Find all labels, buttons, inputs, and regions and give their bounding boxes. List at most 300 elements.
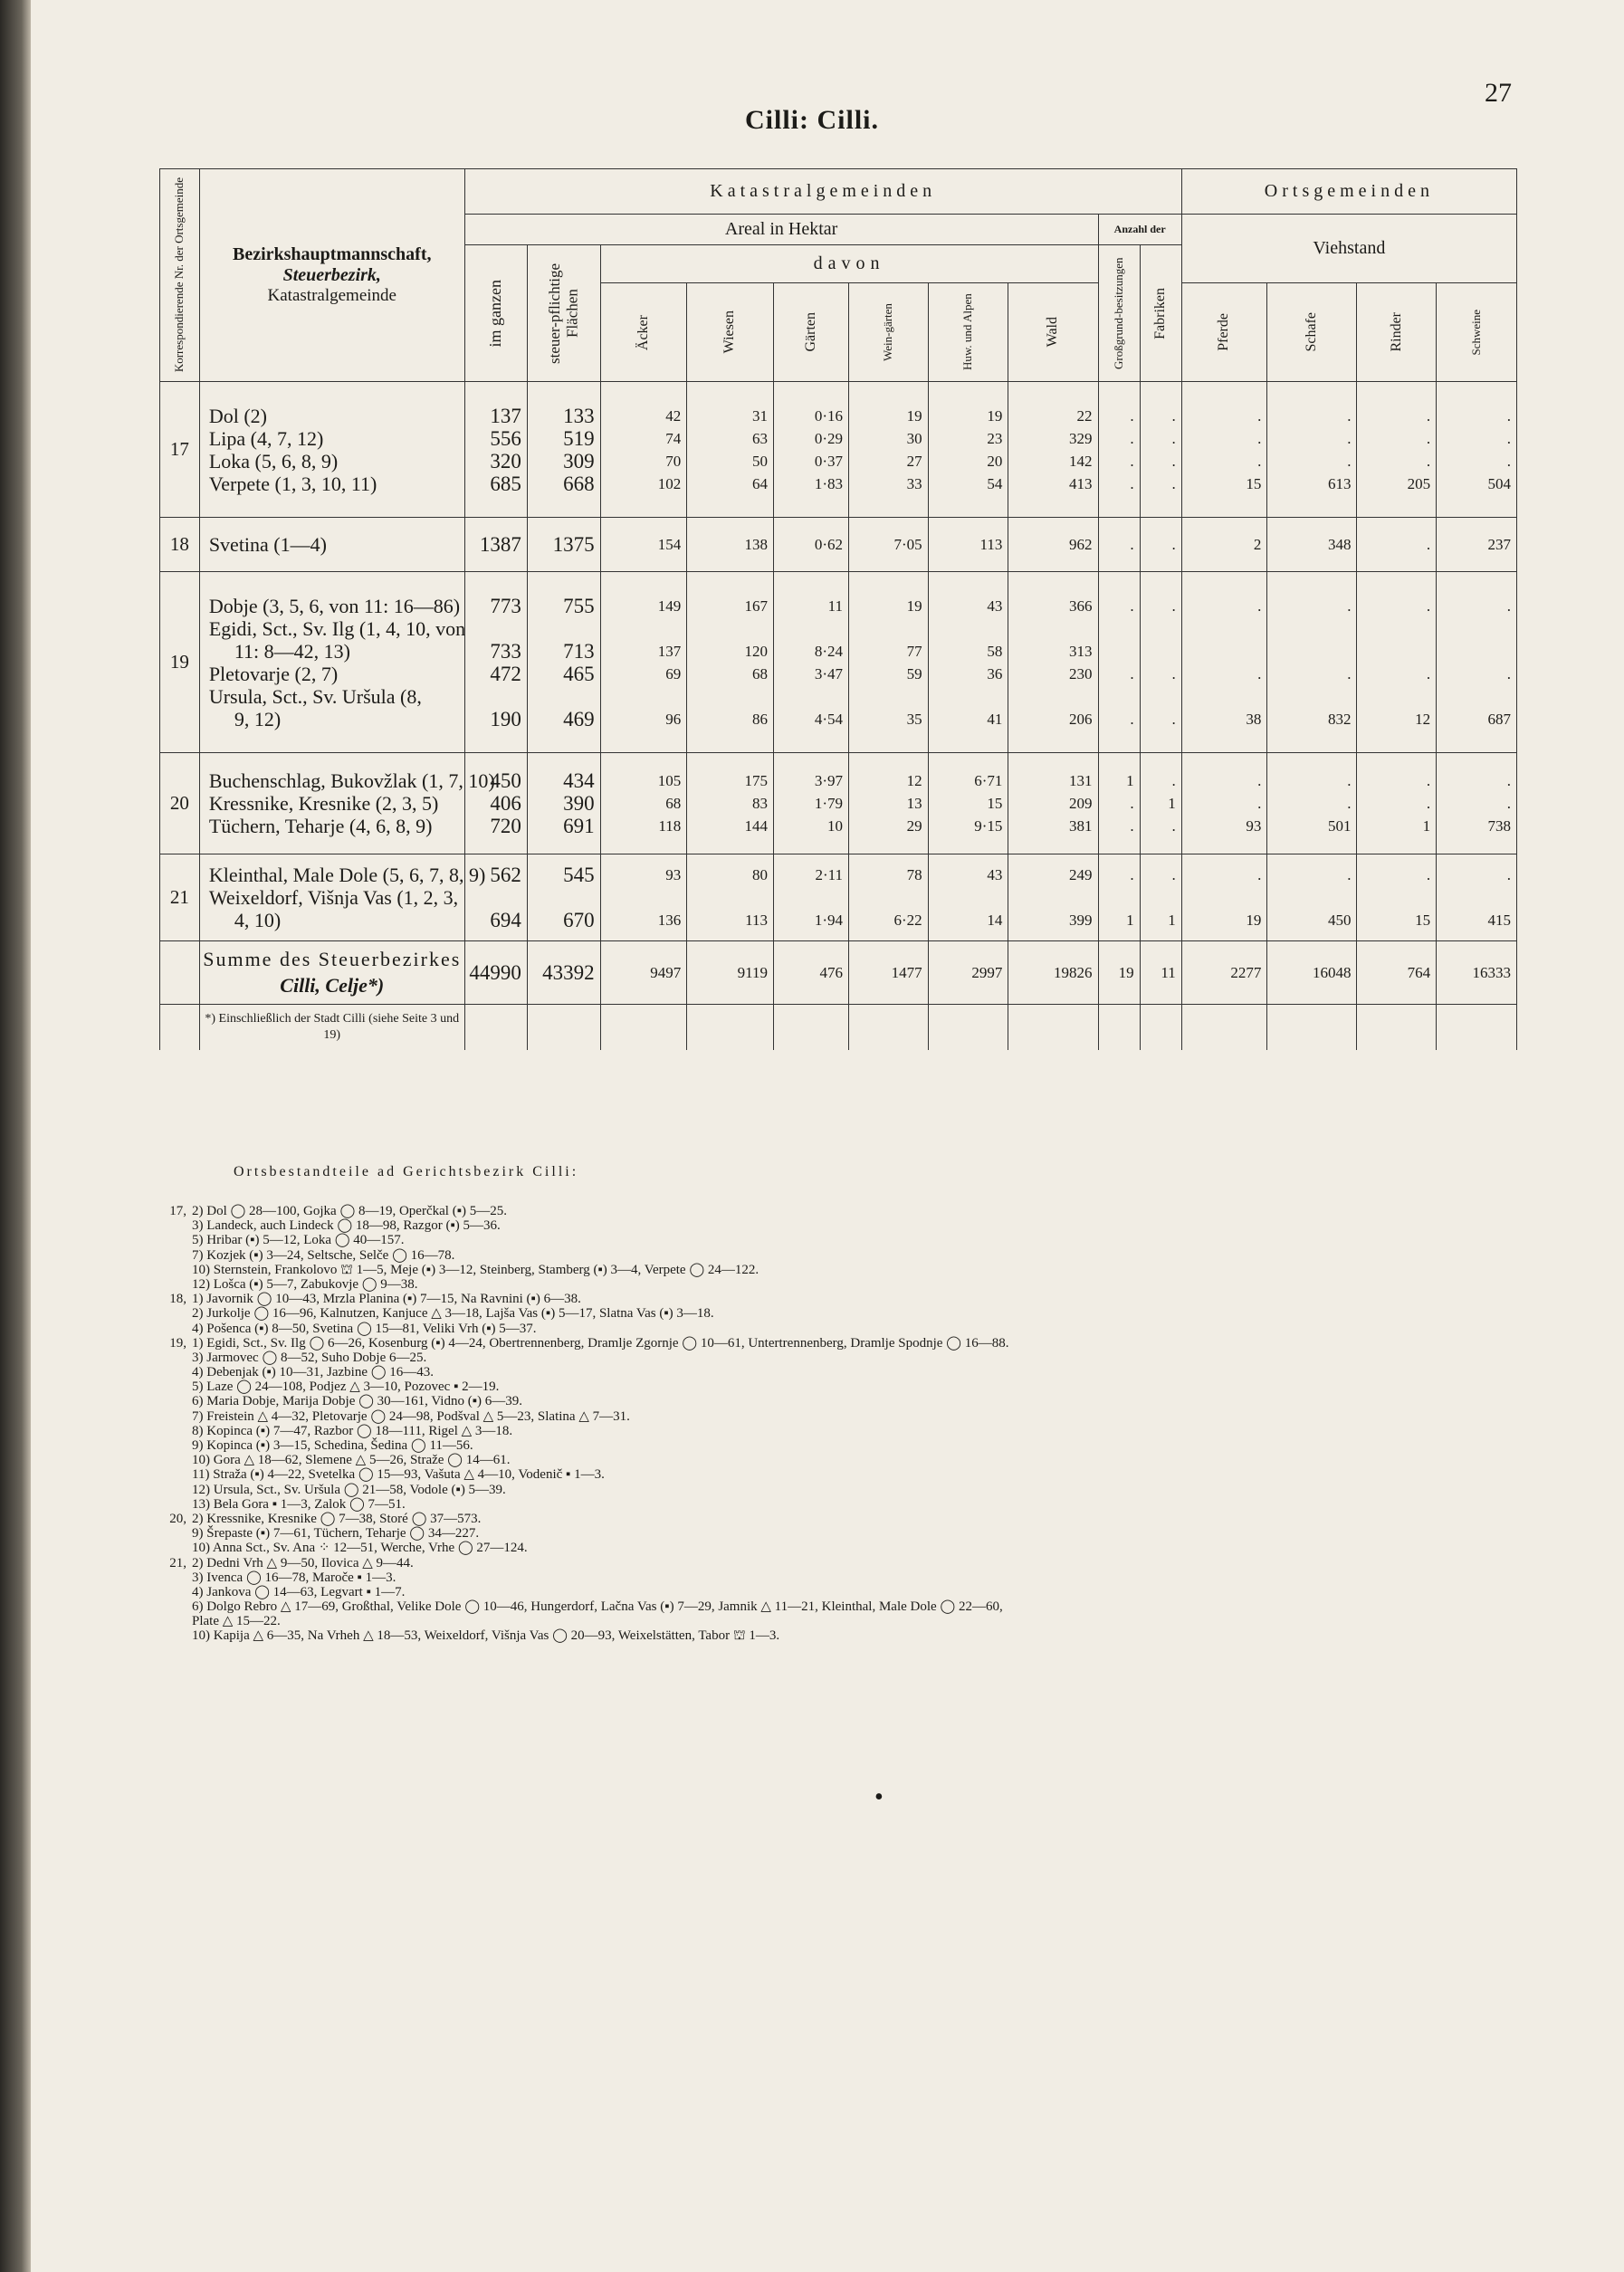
- value: [929, 886, 1003, 909]
- value: .: [1171, 772, 1176, 789]
- gemeinde-name: Egidi, Sct., Sv. Ilg (1, 4, 10, von: [208, 616, 466, 640]
- header-schafe: Schafe: [1267, 283, 1357, 382]
- value-cell: [1437, 382, 1517, 518]
- value: [1357, 886, 1430, 909]
- value: 1·79: [814, 795, 843, 812]
- value-cell: [1008, 518, 1098, 572]
- value: [774, 685, 843, 708]
- value-cell: [1008, 854, 1098, 941]
- header-huw-alpen: Huw. und Alpen: [928, 283, 1008, 382]
- summe-value: 2997: [928, 941, 1008, 1005]
- value: 133: [563, 404, 595, 427]
- summe-value: 1477: [848, 941, 928, 1005]
- value: [849, 886, 922, 909]
- value: .: [1347, 452, 1352, 470]
- value: [1182, 685, 1262, 708]
- value: 1375: [552, 533, 595, 556]
- value: [1099, 685, 1134, 708]
- ortsbestandteil-text: 3) Jarmovec ◯ 8—52, Suho Dobje 6—25.: [192, 1350, 427, 1365]
- ortsbestandteil-text: 10) Sternstein, Frankolovo ⛫ 1—5, Meje (▪) 3—12, Steinberg, Stamberg (▪) 3—4, Verpete ◯ 24—122.: [192, 1262, 759, 1277]
- value: 0·37: [814, 452, 843, 470]
- ortsbestandteil-line: [154, 1365, 1512, 1379]
- row-index: 19: [160, 572, 200, 753]
- value: .: [1506, 406, 1511, 425]
- value: 120: [744, 642, 768, 660]
- value: 142: [1069, 452, 1093, 470]
- summe-value: 9119: [687, 941, 774, 1005]
- value: [774, 886, 843, 909]
- value: .: [1426, 536, 1431, 553]
- value: 6·71: [974, 772, 1003, 789]
- statistics-table: [159, 168, 1517, 1050]
- value: 205: [1407, 474, 1431, 492]
- ortsbestandteil-text: 4) Jankova ◯ 14—63, Legvart ▪ 1—7.: [192, 1584, 406, 1599]
- value: .: [1130, 536, 1134, 553]
- value: [929, 617, 1003, 640]
- value: 41: [987, 710, 1003, 728]
- value: 96: [665, 710, 682, 728]
- value: 22: [1076, 406, 1093, 425]
- ortsbestandteil-line: [154, 1614, 1512, 1628]
- value: .: [1130, 817, 1134, 835]
- value: 249: [1069, 866, 1093, 883]
- value-cell: [464, 518, 527, 572]
- gemeinde-name: Ursula, Sct., Sv. Uršula (8,: [208, 684, 422, 708]
- value-cell: [1140, 572, 1181, 753]
- value: 694: [490, 909, 521, 931]
- value: 713: [563, 639, 595, 663]
- value: 149: [657, 597, 682, 615]
- value: 0·62: [814, 536, 843, 553]
- value: 12: [906, 772, 922, 789]
- value: 501: [1327, 817, 1352, 835]
- table-summe: [160, 941, 1517, 1005]
- value: 1: [1422, 817, 1431, 835]
- ortsbestandteil-line: [154, 1585, 1512, 1599]
- ortsbestandteil-line: [154, 1526, 1512, 1541]
- value-cell: [848, 382, 928, 518]
- value: [601, 617, 682, 640]
- value: 68: [751, 664, 768, 683]
- book-spine-shadow: [0, 0, 31, 2272]
- ortsbestandteil-line: [154, 1306, 1512, 1321]
- gemeinde-number: 18,: [169, 1292, 186, 1307]
- gemeinde-name: Kressnike, Kresnike (2, 3, 5): [208, 792, 439, 815]
- ortsbestandteil-line: [154, 1424, 1512, 1438]
- value-cell: [1008, 382, 1098, 518]
- value: [1099, 640, 1134, 663]
- ortsbestandteil-text: 5) Laze ◯ 24—108, Podjez △ 3—10, Pozovec ▪ 2—19.: [192, 1379, 500, 1395]
- table-row: [160, 572, 1517, 753]
- value-cell: [773, 854, 848, 941]
- value: 58: [987, 642, 1003, 660]
- ortsbestandteil-text: 10) Kapija △ 6—35, Na Vrheh △ 18—53, Weixeldorf, Višnja Vas ◯ 20—93, Weixelstätten, Tabor ⛫ 1—3.: [192, 1628, 780, 1644]
- value: .: [1130, 597, 1134, 615]
- summe-value: 2277: [1181, 941, 1267, 1005]
- value: 3·97: [814, 772, 843, 789]
- value: 59: [906, 664, 922, 683]
- value: [1267, 886, 1351, 909]
- value-cell: [848, 572, 928, 753]
- value-cell: [1357, 518, 1437, 572]
- gemeinde-name: Tüchern, Teharje (4, 6, 8, 9): [208, 815, 433, 837]
- value: 545: [563, 864, 595, 886]
- value-cell: [928, 518, 1008, 572]
- row-index: 20: [160, 753, 200, 854]
- value: 19: [1246, 912, 1262, 929]
- gemeinde-name: Buchenschlag, Bukovžlak (1, 7, 10): [208, 769, 495, 792]
- value: 230: [1069, 664, 1093, 683]
- value-cell: [928, 572, 1008, 753]
- katastralgemeinde-names: [199, 572, 464, 753]
- value: 118: [658, 817, 682, 835]
- value: 77: [906, 642, 922, 660]
- value: 465: [563, 662, 595, 685]
- value: 23: [987, 429, 1003, 447]
- value: 14: [987, 912, 1003, 929]
- value: 206: [1069, 710, 1093, 728]
- value-cell: [1267, 572, 1357, 753]
- value: [849, 617, 922, 640]
- value-cell: [773, 518, 848, 572]
- value: [1099, 617, 1134, 640]
- ortsbestandteil-text: Plate △ 15—22.: [192, 1614, 281, 1629]
- value: [929, 685, 1003, 708]
- value-cell: [687, 854, 774, 941]
- value-cell: [600, 572, 687, 753]
- value: 19: [906, 597, 922, 615]
- value: [774, 617, 843, 640]
- value: 209: [1069, 795, 1093, 812]
- value-cell: [527, 753, 600, 854]
- value: .: [1347, 772, 1352, 789]
- row-index: 21: [160, 854, 200, 941]
- value: 519: [563, 426, 595, 450]
- header-wiesen: Wiesen: [687, 283, 774, 382]
- value-cell: [687, 382, 774, 518]
- ortsbestandteil-text: 2) Dedni Vrh △ 9—50, Ilovica △ 9—44.: [192, 1555, 414, 1570]
- value-cell: [600, 518, 687, 572]
- value: .: [1426, 866, 1431, 883]
- value-cell: [1098, 854, 1140, 941]
- running-head: Cilli: Cilli.: [745, 105, 879, 135]
- value: [687, 685, 768, 708]
- header-grossgrund: Großgrund-besitzungen: [1098, 245, 1140, 382]
- value: .: [1426, 795, 1431, 812]
- value: 43: [987, 597, 1003, 615]
- value-cell: [773, 753, 848, 854]
- value: 11: [827, 597, 843, 615]
- value: [601, 685, 682, 708]
- ortsbestandteil-line: [154, 1263, 1512, 1277]
- value: .: [1257, 664, 1262, 683]
- header-nr: Korrespondierende Nr. der Ortsgemeinde: [160, 169, 200, 382]
- ortsbestandteil-line: [154, 1204, 1512, 1218]
- gemeinde-name: Dol (2): [208, 404, 267, 427]
- value: 691: [563, 815, 595, 837]
- table-row: [160, 854, 1517, 941]
- value-cell: [1181, 382, 1267, 518]
- value-cell: [1098, 572, 1140, 753]
- ortsbestandteil-line: [154, 1351, 1512, 1365]
- value: .: [1257, 406, 1262, 425]
- value: 69: [665, 664, 682, 683]
- value-cell: [527, 518, 600, 572]
- value: 773: [490, 594, 521, 617]
- value: 1387: [479, 533, 521, 556]
- summe-value: 764: [1357, 941, 1437, 1005]
- ortsbestandteil-text: 3) Ivenca ◯ 16—78, Maroče ▪ 1—3.: [192, 1570, 396, 1585]
- value: .: [1130, 710, 1134, 728]
- header-schweine: Schweine: [1437, 283, 1517, 382]
- value-cell: [773, 382, 848, 518]
- value-cell: [1267, 382, 1357, 518]
- value-cell: [1181, 854, 1267, 941]
- value-cell: [464, 382, 527, 518]
- value: [465, 886, 521, 909]
- value: 3·47: [814, 664, 843, 683]
- ortsbestandteil-text: 3) Landeck, auch Lindeck ◯ 18—98, Razgor (▪) 5—36.: [192, 1218, 501, 1234]
- gemeinde-name: Svetina (1—4): [208, 533, 327, 556]
- header-weingaerten: Wein-gärten: [848, 283, 928, 382]
- value: .: [1130, 795, 1134, 812]
- value: [465, 617, 521, 640]
- value-cell: [527, 382, 600, 518]
- header-fabriken: Fabriken: [1140, 245, 1181, 382]
- value: 19: [906, 406, 922, 425]
- value-cell: [464, 572, 527, 753]
- value: 80: [751, 866, 768, 883]
- value: .: [1171, 817, 1176, 835]
- value: [1437, 640, 1511, 663]
- value: .: [1426, 429, 1431, 447]
- value: 348: [1327, 536, 1352, 553]
- value: 15: [1415, 912, 1431, 929]
- summe-value: 44990: [464, 941, 527, 1005]
- value: 738: [1487, 817, 1511, 835]
- value-cell: [464, 753, 527, 854]
- ortsbestandteil-text: 2) Jurkolje ◯ 16—96, Kalnutzen, Kanjuce △ 3—18, Lajša Vas (▪) 5—17, Slatna Vas (▪) 3—18.: [192, 1306, 714, 1322]
- ortsbestandteile-title: Ortsbestandteile ad Gerichtsbezirk Cilli:: [234, 1164, 579, 1179]
- gemeinde-number: 17,: [169, 1204, 186, 1218]
- value: [1437, 886, 1511, 909]
- summe-value: 9497: [600, 941, 687, 1005]
- value: .: [1171, 406, 1176, 425]
- ortsbestandteil-text: 10) Anna Sct., Sv. Ana ⁘ 12—51, Werche, Vrhe ◯ 27—124.: [192, 1541, 528, 1556]
- value-cell: [928, 854, 1008, 941]
- table-row: [160, 518, 1517, 572]
- header-viehstand: Viehstand: [1181, 215, 1516, 283]
- value: 43: [987, 866, 1003, 883]
- value-cell: [1357, 382, 1437, 518]
- value: 720: [490, 815, 521, 837]
- value-cell: [1437, 753, 1517, 854]
- value: 27: [906, 452, 922, 470]
- ortsbestandteil-line: [154, 1453, 1512, 1467]
- value: .: [1506, 866, 1511, 883]
- value: 175: [744, 772, 768, 789]
- table-row: [160, 753, 1517, 854]
- value: 1·83: [814, 474, 843, 492]
- value: 102: [657, 474, 682, 492]
- value: 450: [490, 769, 521, 792]
- summe-idx: [160, 941, 200, 1005]
- ortsbestandteil-text: 6) Maria Dobje, Marija Dobje ◯ 30—161, Vidno (▪) 6—39.: [192, 1394, 523, 1409]
- value: 31: [751, 406, 768, 425]
- ortsbestandteil-line: [154, 1541, 1512, 1555]
- header-areal: Areal in Hektar: [464, 215, 1098, 245]
- value-cell: [1437, 572, 1517, 753]
- value-cell: [848, 518, 928, 572]
- ortsbestandteil-line: [154, 1467, 1512, 1482]
- row-index: 17: [160, 382, 200, 518]
- gemeinde-name: Dobje (3, 5, 6, von 11: 16—86): [208, 594, 461, 617]
- ortsbestandteil-line: [154, 1322, 1512, 1336]
- summe-value: 16333: [1437, 941, 1517, 1005]
- value: .: [1506, 772, 1511, 789]
- value: 86: [751, 710, 768, 728]
- ortsbestandteil-text: 7) Freistein △ 4—32, Pletovarje ◯ 24—98, Podšval △ 5—23, Slatina △ 7—31.: [192, 1408, 630, 1424]
- value: 113: [745, 912, 768, 929]
- value: [1182, 617, 1262, 640]
- summe-value: 19826: [1008, 941, 1098, 1005]
- value: 309: [563, 449, 595, 473]
- value: 434: [563, 769, 595, 792]
- value: 472: [490, 662, 521, 685]
- value: 137: [490, 404, 521, 427]
- summe-value: 476: [773, 941, 848, 1005]
- value: .: [1257, 866, 1262, 883]
- value: .: [1171, 452, 1176, 470]
- value: 30: [906, 429, 922, 447]
- value: 154: [657, 536, 682, 553]
- ortsbestandteil-text: 12) Lošca (▪) 5—7, Zabukovje ◯ 9—38.: [192, 1276, 418, 1292]
- value: .: [1426, 664, 1431, 683]
- value: 2: [1253, 536, 1262, 553]
- value-cell: [1267, 854, 1357, 941]
- value: [528, 886, 595, 909]
- header-pferde: Pferde: [1181, 283, 1267, 382]
- summe-value: 11: [1140, 941, 1181, 1005]
- gemeinde-name: Lipa (4, 7, 12): [208, 426, 324, 450]
- value: .: [1257, 452, 1262, 470]
- value: .: [1130, 664, 1134, 683]
- value: 93: [1246, 817, 1262, 835]
- value: 237: [1487, 536, 1511, 553]
- gemeinde-name: 4, 10): [234, 909, 282, 931]
- value-cell: [928, 382, 1008, 518]
- value-cell: [1098, 382, 1140, 518]
- value-cell: [1140, 854, 1181, 941]
- value: [687, 617, 768, 640]
- value: 63: [751, 429, 768, 447]
- page-number: 27: [1485, 78, 1512, 108]
- value: .: [1171, 710, 1176, 728]
- value: 70: [665, 452, 682, 470]
- header-anzahl: Anzahl der: [1098, 215, 1181, 245]
- value: 113: [979, 536, 1003, 553]
- value: 54: [987, 474, 1003, 492]
- value: 1: [1126, 772, 1134, 789]
- value: 469: [563, 707, 595, 730]
- value-cell: [1140, 382, 1181, 518]
- row-index: 18: [160, 518, 200, 572]
- value: .: [1347, 597, 1352, 615]
- value-cell: [1357, 854, 1437, 941]
- value-cell: [687, 572, 774, 753]
- ortsbestandteil-line: [154, 1336, 1512, 1351]
- value: 668: [563, 472, 595, 495]
- value: [1267, 617, 1351, 640]
- ortsbestandteil-line: [154, 1292, 1512, 1306]
- value: 9·15: [974, 817, 1003, 835]
- value-cell: [928, 753, 1008, 854]
- value: 0·29: [814, 429, 843, 447]
- stray-mark: •: [874, 1783, 884, 1811]
- header-katastralgemeinden: Katastralgemeinden: [464, 169, 1181, 215]
- value: 613: [1327, 474, 1352, 492]
- value: [528, 685, 595, 708]
- value-cell: [1181, 572, 1267, 753]
- value-cell: [1267, 753, 1357, 854]
- ortsbestandteil-text: 8) Kopinca (▪) 7—47, Razbor ◯ 18—111, Rigel △ 3—18.: [192, 1423, 513, 1438]
- summe-value: 16048: [1267, 941, 1357, 1005]
- value: .: [1130, 429, 1134, 447]
- value-cell: [1140, 753, 1181, 854]
- value-cell: [1357, 572, 1437, 753]
- value: .: [1257, 429, 1262, 447]
- value: 1: [1168, 795, 1176, 812]
- value-cell: [600, 854, 687, 941]
- value: [1141, 886, 1176, 909]
- value: 313: [1069, 642, 1093, 660]
- value: 670: [563, 909, 595, 931]
- value-cell: [1008, 572, 1098, 753]
- value: 329: [1069, 429, 1093, 447]
- value: [1008, 886, 1092, 909]
- ortsbestandteil-text: 9) Šrepaste (▪) 7—61, Tüchern, Teharje ◯ 34—227.: [192, 1526, 480, 1542]
- value: 33: [906, 474, 922, 492]
- value: 7·05: [893, 536, 922, 553]
- value: .: [1347, 406, 1352, 425]
- value: .: [1130, 452, 1134, 470]
- value: .: [1506, 795, 1511, 812]
- ortsbestandteil-line: [154, 1248, 1512, 1263]
- value: 415: [1487, 912, 1511, 929]
- value-cell: [687, 753, 774, 854]
- value: 1: [1168, 912, 1176, 929]
- katastralgemeinde-names: [199, 854, 486, 941]
- ortsbestandteil-text: 7) Kozjek (▪) 3—24, Seltsche, Selče ◯ 16—78.: [192, 1247, 455, 1263]
- value: 19: [987, 406, 1003, 425]
- value: [1267, 640, 1351, 663]
- value: 12: [1415, 710, 1431, 728]
- value: .: [1506, 664, 1511, 683]
- value: 138: [744, 536, 768, 553]
- value: 15: [987, 795, 1003, 812]
- ortsbestandteil-text: 4) Debenjak (▪) 10—31, Jazbine ◯ 16—43.: [192, 1365, 435, 1380]
- value: 167: [744, 597, 768, 615]
- value: 78: [906, 866, 922, 883]
- value: [1437, 685, 1511, 708]
- value: 190: [490, 707, 521, 730]
- value: 68: [665, 795, 682, 812]
- value: 390: [563, 792, 595, 815]
- value: [1357, 617, 1430, 640]
- value: .: [1506, 452, 1511, 470]
- header-name: Bezirkshauptmannschaft, Steuerbezirk, Katastralgemeinde: [199, 169, 464, 382]
- value-cell: [773, 572, 848, 753]
